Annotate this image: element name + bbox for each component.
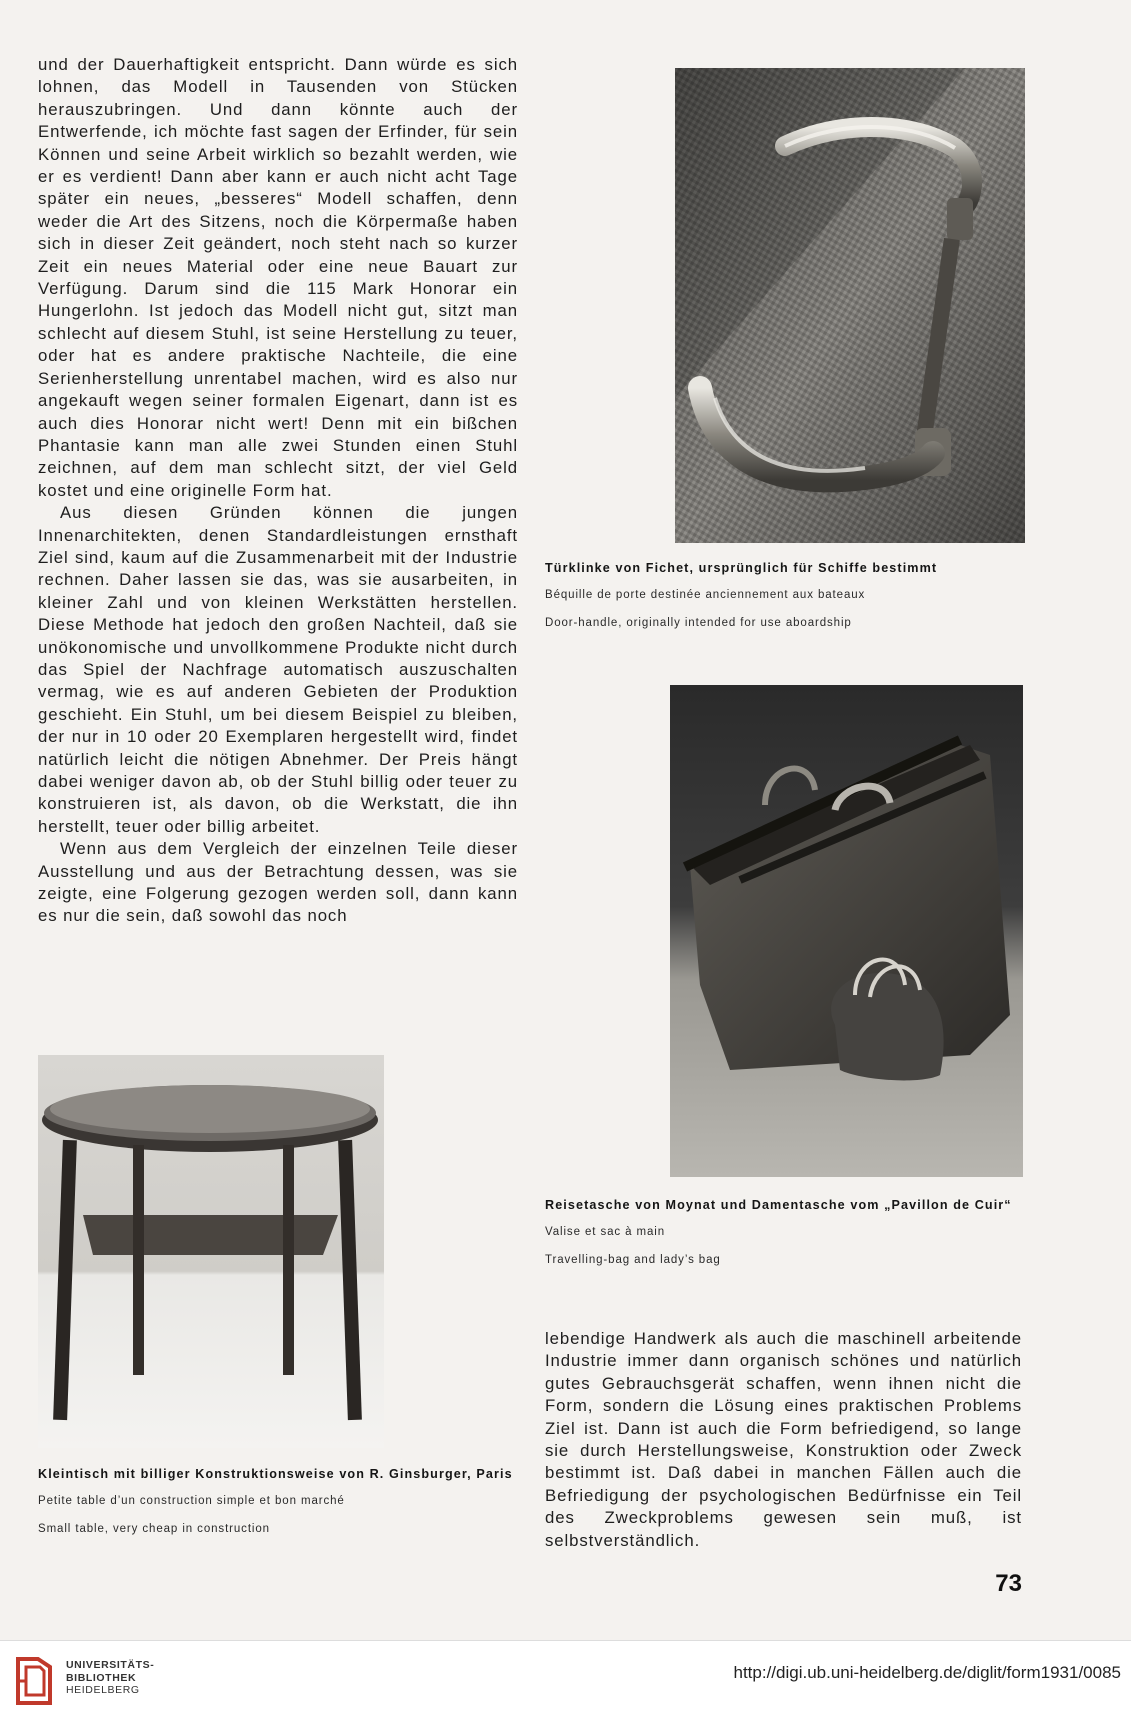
library-name <box>66 1659 154 1697</box>
caption-french: Béquille de porte destinée anciennement aux bateaux <box>545 589 866 601</box>
page-number: 73 <box>995 1570 1022 1597</box>
caption-french: Petite table d’un construction simple et bon marché <box>38 1495 345 1507</box>
door-handle-caption <box>545 560 1025 630</box>
caption-french: Valise et sac à main <box>545 1226 666 1238</box>
library-logo-icon <box>12 1653 58 1709</box>
source-url-link[interactable]: http://digi.ub.uni-heidelberg.de/diglit/form1931/0085 <box>733 1663 1121 1682</box>
right-column-text <box>545 1328 1022 1552</box>
caption-english: Travelling-bag and lady’s bag <box>545 1254 721 1266</box>
paragraph: Aus diesen Gründen können die jungen Innenarchitekten, denen Standardleistungen ernsthaft Ziel sind, kaum auf die Zusammenarbeit mit der Industrie rechnen. Daher lassen sie das, was sie ausarbeiten, in kleiner Zahl und von kleinen Werkstätten herstellen. Diese Methode hat jedoch den großen Nachteil, daß sie unökonomische und unvollkommene Produkte nicht durch das Spiel der Nachfrage automatisch auszuschalten vermag, wie es auf anderen Gebieten der Produktion geschieht. Ein Stuhl, um bei diesem Beispiel zu bleiben, der nur in 10 oder 20 Exemplaren hergestellt wird, findet natürlich leicht die nötigen Abnehmer. Der Preis hängt dabei weniger davon ab, ob der Stuhl billig oder teuer zu konstruieren ist, als davon, ob die Werkstatt, die ihn herstellt, teuer oder billig arbeitet. <box>38 503 518 836</box>
travel-bag-caption <box>545 1197 1025 1267</box>
travel-bag-photo <box>670 685 1023 1177</box>
small-table-caption <box>38 1466 523 1536</box>
door-handle-photo <box>675 68 1025 543</box>
small-table-photo <box>38 1055 384 1448</box>
footer-bar <box>0 1640 1131 1723</box>
caption-german: Reisetasche von Moynat und Damentasche vom „Pavillon de Cuir“ <box>545 1198 1012 1212</box>
caption-german: Kleintisch mit billiger Konstruktionsweise von R. Ginsburger, Paris <box>38 1467 513 1481</box>
caption-german: Türklinke von Fichet, ursprünglich für Schiffe bestimmt <box>545 561 938 575</box>
paragraph: und der Dauerhaftigkeit entspricht. Dann würde es sich lohnen, das Modell in Tausenden von Stücken herauszubringen. Und dann könnte auch der Entwerfende, ich möchte fast sagen der Erfinder, für sein Können und seine Arbeit wirklich so bezahlt werden, wie er es verdient! Dann aber kann er auch nicht acht Tage später ein neues, „besseres“ Modell schaffen, denn weder die Art des Sitzens, noch die Körpermaße haben sich in dieser Zeit geändert, noch steht nach so kurzer Zeit ein neues Material oder eine neue Bauart zur Verfügung. Darum sind die 115 Mark Honorar ein Hungerlohn. Ist jedoch das Modell nicht gut, sitzt man schlecht auf diesem Stuhl, ist seine Herstellung zu teuer, oder hat es andere praktische Nachteile, die eine Serienherstellung unrentabel machen, wird es also nur angekauft wegen seiner formalen Eigenart, dann ist es auch dies Honorar nicht wert! Denn mit ein bißchen Phantasie kann man alle zwei Stunden einen Stuhl zeichnen, auf dem man schlecht sitzt, der viel Geld kostet und eine originelle Form hat. <box>38 55 518 500</box>
paragraph: lebendige Handwerk als auch die maschinell arbeitende Industrie immer dann organisch schönes und natürlich gutes Gebrauchsgerät schaffen, wenn ihnen nicht die Form, sondern die Lösung eines praktischen Problems Ziel ist. Dann ist auch die Form befriedigend, so lange sie durch Herstellungsweise, Konstruktion oder Zweck bestimmt ist. Daß dabei in manchen Fällen auch die Befriedigung der psychologischen Bedürfnisse ein Teil des Zweckproblems gewesen sein muß, ist selbstverständlich. <box>545 1329 1022 1550</box>
left-column-text <box>38 54 518 928</box>
library-name-line: UNIVERSITÄTS- <box>66 1659 155 1671</box>
library-name-line: HEIDELBERG <box>66 1684 140 1696</box>
caption-english: Door-handle, originally intended for use aboardship <box>545 617 852 629</box>
library-name-line: BIBLIOTHEK <box>66 1671 137 1684</box>
caption-english: Small table, very cheap in construction <box>38 1523 270 1535</box>
paragraph: Wenn aus dem Vergleich der einzelnen Teile dieser Ausstellung und aus der Betrachtung dessen, was sie zeigte, eine Folgerung gezogen werden soll, dann kann es nur die sein, daß sowohl das noch <box>38 839 518 926</box>
